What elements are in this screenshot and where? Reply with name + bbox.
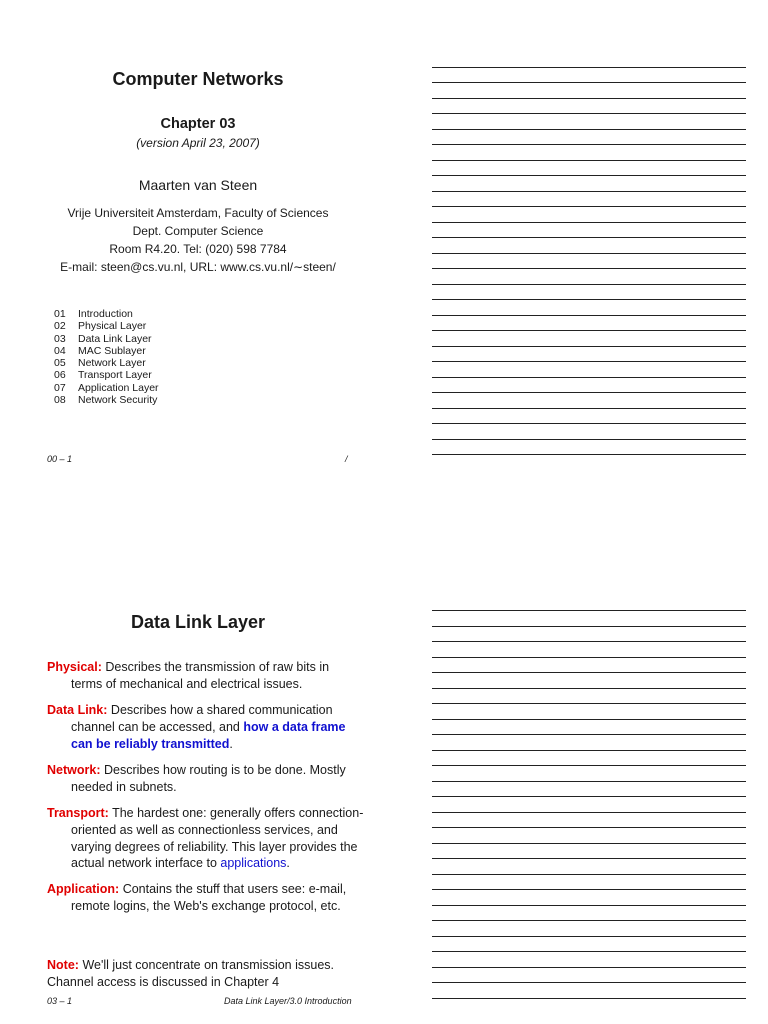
chapter-label: Introduction — [78, 308, 133, 320]
contact-text: E-mail: steen@cs.vu.nl, URL: www.cs.vu.nl/∼steen/ — [60, 260, 336, 274]
note-label: Note: — [47, 958, 79, 972]
term-label: Network: — [47, 763, 101, 777]
list-item — [54, 369, 159, 381]
chapter-label: Data Link Layer — [78, 332, 152, 345]
chapter-number: 08 — [54, 394, 66, 407]
affiliation-text: Vrije Universiteit Amsterdam, Faculty of Sciences — [67, 206, 329, 220]
definition-application — [47, 881, 353, 915]
term-description: Describes the transmission of raw bits in terms of mechanical and electrical issues. — [71, 660, 330, 691]
chapter-number: 03 — [54, 332, 66, 345]
page-footer-section: Data Link Layer/3.0 Introduction — [224, 996, 352, 1006]
list-item — [54, 382, 159, 394]
definition-transport: Transport: The hardest one: generally offers connection-oriented as well as connectionless services, and varying degrees of reliability. This layer provides the actual network interface to applications. — [47, 806, 364, 871]
chapter-label: Transport Layer — [78, 369, 152, 382]
highlight-text: how a data frame can be reliably transmitted — [71, 719, 346, 751]
chapter-number: 04 — [54, 344, 66, 357]
applications-link[interactable]: applications — [220, 856, 287, 871]
list-item — [54, 345, 159, 357]
slide-title: Data Link Layer — [130, 612, 266, 632]
term-label: Application: — [47, 882, 120, 896]
note-paragraph — [47, 957, 353, 991]
chapter-number: 02 — [54, 320, 66, 333]
chapter-number: 01 — [54, 308, 66, 320]
definition-data-link: Data Link: Describes how a shared communication channel can be accessed, and how a data frame can be reliably transmitted. — [47, 703, 346, 751]
chapter-label: Network Layer — [78, 357, 146, 370]
list-item — [54, 357, 159, 369]
term-label: Data Link: — [47, 703, 108, 717]
page-footer-section: / — [345, 454, 348, 464]
room-text: Room R4.20. Tel: (020) 598 7784 — [109, 242, 287, 256]
version-text: (version April 23, 2007) — [136, 136, 260, 150]
chapter-number: 05 — [54, 357, 66, 370]
note-text: We'll just concentrate on transmission issues. Channel access is discussed in Chapter 4 — [47, 958, 335, 989]
chapter-label: MAC Sublayer — [78, 344, 146, 357]
department-text: Dept. Computer Science — [132, 224, 264, 238]
term-description: Describes how routing is to be done. Mostly needed in subnets. — [71, 763, 346, 794]
slide-title: Computer Networks — [112, 69, 284, 89]
term-description: Describes how a shared communication channel can be accessed, and — [71, 703, 333, 734]
term-label: Transport: — [47, 806, 109, 820]
list-item — [54, 308, 159, 320]
chapter-heading: Chapter 03 — [160, 116, 236, 132]
chapter-label: Physical Layer — [78, 320, 147, 333]
page-footer-number: 03 – 1 — [47, 996, 73, 1006]
list-item — [54, 394, 159, 406]
chapter-label: Application Layer — [78, 381, 159, 394]
definition-physical — [47, 659, 353, 693]
term-label: Physical: — [47, 660, 102, 674]
chapter-number: 06 — [54, 369, 66, 382]
chapter-number: 07 — [54, 381, 66, 394]
term-description: Contains the stuff that users see: e-mail, remote logins, the Web's exchange protocol, etc. — [71, 882, 347, 913]
definition-network — [47, 762, 353, 796]
chapter-list — [54, 308, 159, 406]
author-name: Maarten van Steen — [138, 177, 258, 193]
page-footer-number: 00 – 1 — [47, 454, 73, 464]
chapter-label: Network Security — [78, 394, 158, 407]
list-item — [54, 333, 159, 345]
term-description: The hardest one: generally offers connection-oriented as well as connectionless services, and varying degrees of reliability. This layer provides the actual network interface to — [71, 806, 364, 871]
list-item — [54, 320, 159, 332]
